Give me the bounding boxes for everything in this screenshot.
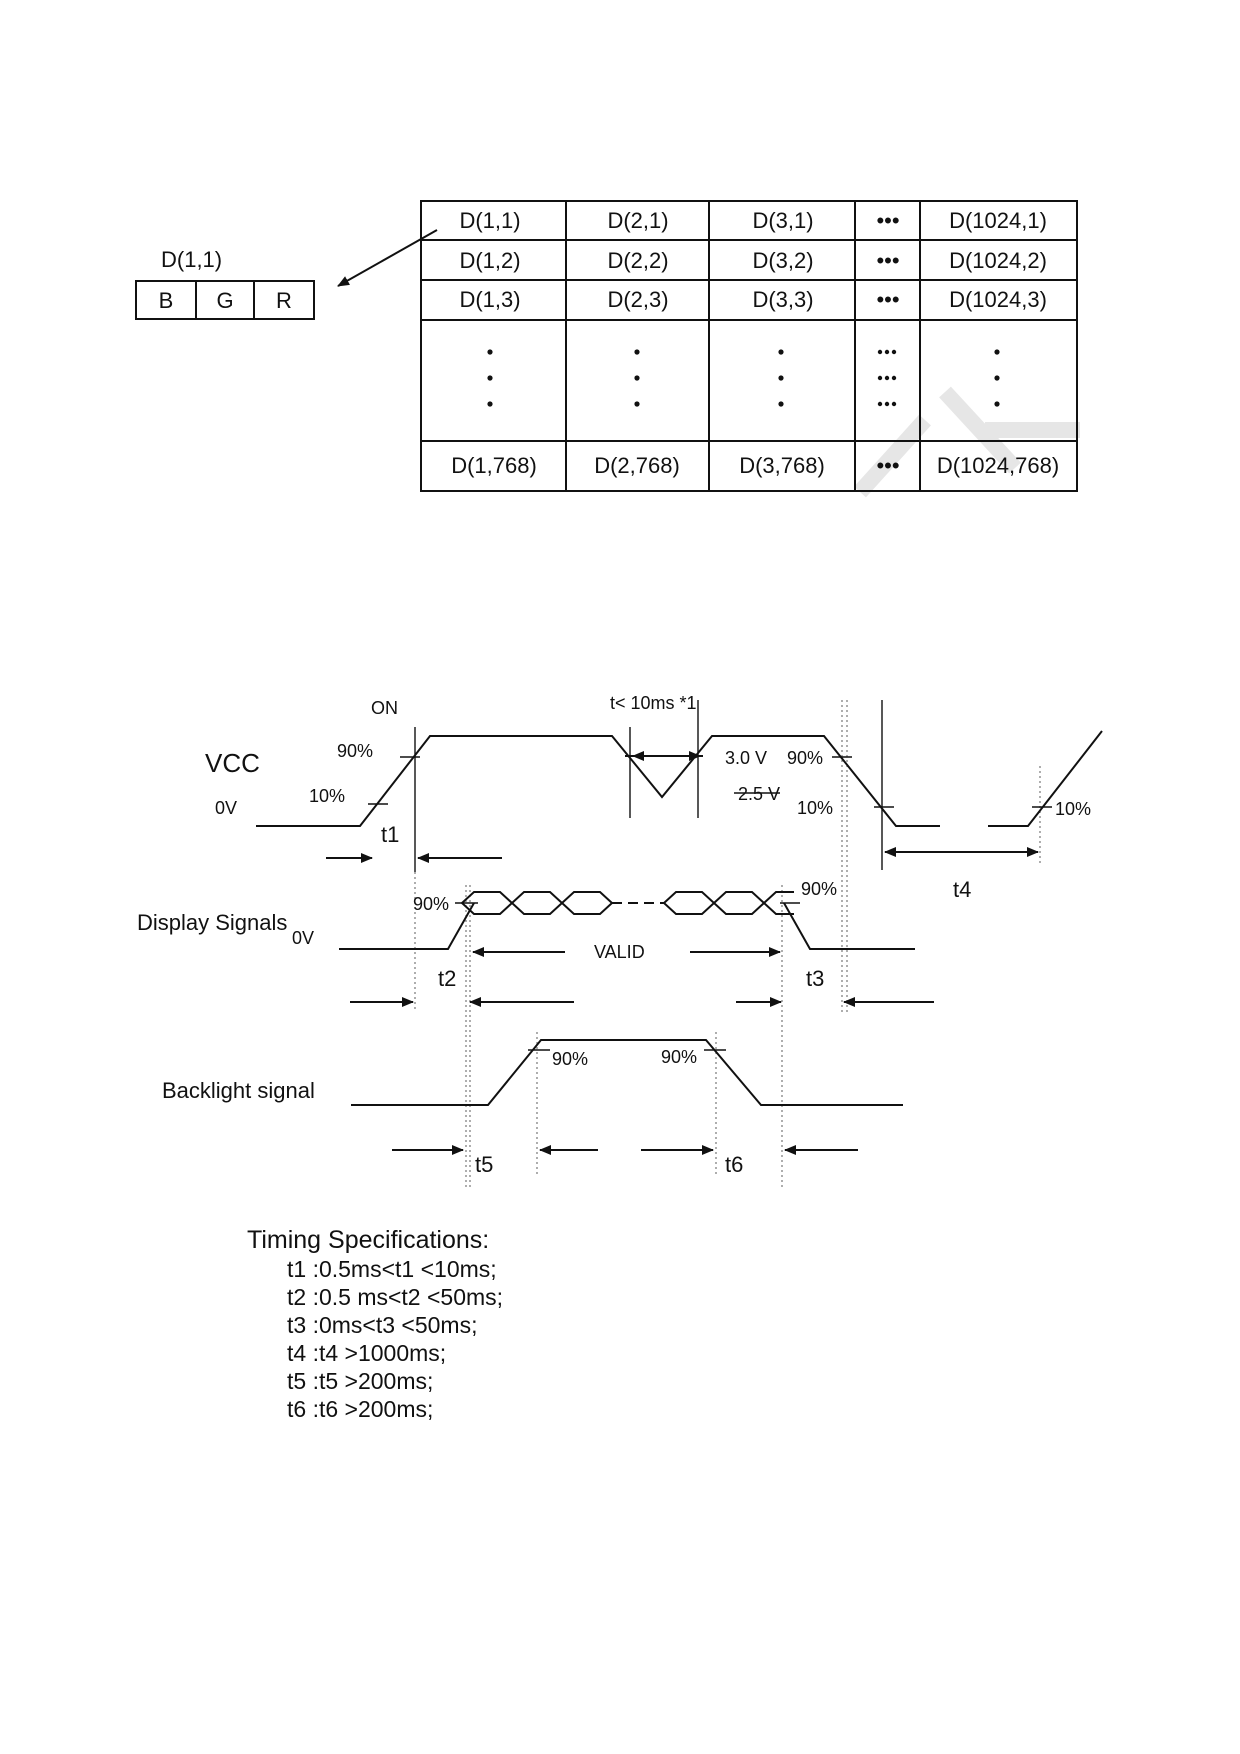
- vertical-ellipsis: [487, 349, 999, 406]
- valid-label: VALID: [594, 942, 645, 962]
- pixel-table: [421, 201, 1077, 491]
- backlight-waveform: [351, 1040, 903, 1105]
- vcc-rise-90-label: 90%: [337, 741, 374, 761]
- v-2-5-label: 2.5 V: [738, 784, 781, 804]
- vcc-waveform: [256, 731, 1102, 826]
- backlight-rise-90-label: 90%: [552, 1049, 589, 1069]
- pixel-detail-label: D(1,1): [161, 247, 223, 272]
- on-label: ON: [371, 698, 398, 718]
- spec-line-t5: t5 :t5 >200ms;: [287, 1368, 434, 1394]
- t1-label: t1: [381, 822, 400, 847]
- table-cell: D(3,2): [752, 248, 814, 273]
- table-cell: D(3,1): [752, 208, 814, 233]
- table-cell: D(1,768): [451, 453, 537, 478]
- table-ellipsis: •••: [876, 287, 900, 312]
- t3-label: t3: [806, 966, 825, 991]
- t4-label: t4: [953, 877, 972, 902]
- vcc-label: VCC: [205, 748, 260, 778]
- table-cell: D(1,2): [459, 248, 521, 273]
- spec-line-t3: t3 :0ms<t3 <50ms;: [287, 1312, 478, 1338]
- pixel-detail: [136, 247, 314, 319]
- diagonal-ellipsis-grid: [878, 350, 896, 406]
- timing-specifications-title: Timing Specifications:: [247, 1226, 490, 1254]
- spec-line-t2: t2 :0.5 ms<t2 <50ms;: [287, 1284, 504, 1310]
- table-cell: D(2,1): [607, 208, 669, 233]
- vcc-fall-10-label: 10%: [797, 798, 834, 818]
- display-zero-v-label: 0V: [292, 928, 315, 948]
- table-ellipsis: •••: [876, 453, 900, 478]
- pixel-pointer-arrow: [338, 230, 437, 286]
- table-ellipsis: •••: [876, 208, 900, 233]
- subpixel-red: R: [276, 288, 292, 313]
- backlight-fall-90-label: 90%: [661, 1047, 698, 1067]
- timing-specifications: [247, 1225, 503, 1423]
- table-cell: D(2,3): [607, 287, 669, 312]
- subpixel-green: G: [216, 288, 234, 313]
- spec-line-t1: t1 :0.5ms<t1 <10ms;: [287, 1256, 497, 1282]
- display-signals-label: Display Signals: [137, 910, 288, 935]
- subpixel-blue: B: [158, 288, 174, 313]
- table-cell: D(2,2): [607, 248, 669, 273]
- spec-line-t4: t4 :t4 >1000ms;: [287, 1340, 447, 1366]
- table-cell: D(3,3): [752, 287, 814, 312]
- backlight-signal-label: Backlight signal: [162, 1078, 315, 1103]
- display-fall-90-label: 90%: [801, 879, 838, 899]
- table-cell: D(1,1): [459, 208, 521, 233]
- table-cell: D(1024,3): [949, 287, 1047, 312]
- table-ellipsis: •••: [876, 248, 900, 273]
- table-cell: D(1,3): [459, 287, 521, 312]
- vcc-rerise-10-label: 10%: [1055, 799, 1092, 819]
- vcc-rise-10-label: 10%: [309, 786, 346, 806]
- display-rise-90-label: 90%: [413, 894, 450, 914]
- v-3-0-label: 3.0 V: [725, 748, 768, 768]
- table-cell: D(1024,768): [936, 453, 1060, 478]
- t6-label: t6: [725, 1152, 744, 1177]
- guide-lines: [415, 700, 1040, 1190]
- table-cell: D(2,768): [594, 453, 680, 478]
- vcc-fall-90-label: 90%: [787, 748, 824, 768]
- table-cell: D(1024,2): [949, 248, 1047, 273]
- glitch-label: t< 10ms *1: [610, 693, 697, 713]
- t5-label: t5: [475, 1152, 494, 1177]
- table-cell: D(1024,1): [949, 208, 1047, 233]
- t2-label: t2: [438, 966, 457, 991]
- spec-line-t6: t6 :t6 >200ms;: [287, 1396, 434, 1422]
- table-cell: D(3,768): [739, 453, 825, 478]
- zero-v-label: 0V: [215, 798, 238, 818]
